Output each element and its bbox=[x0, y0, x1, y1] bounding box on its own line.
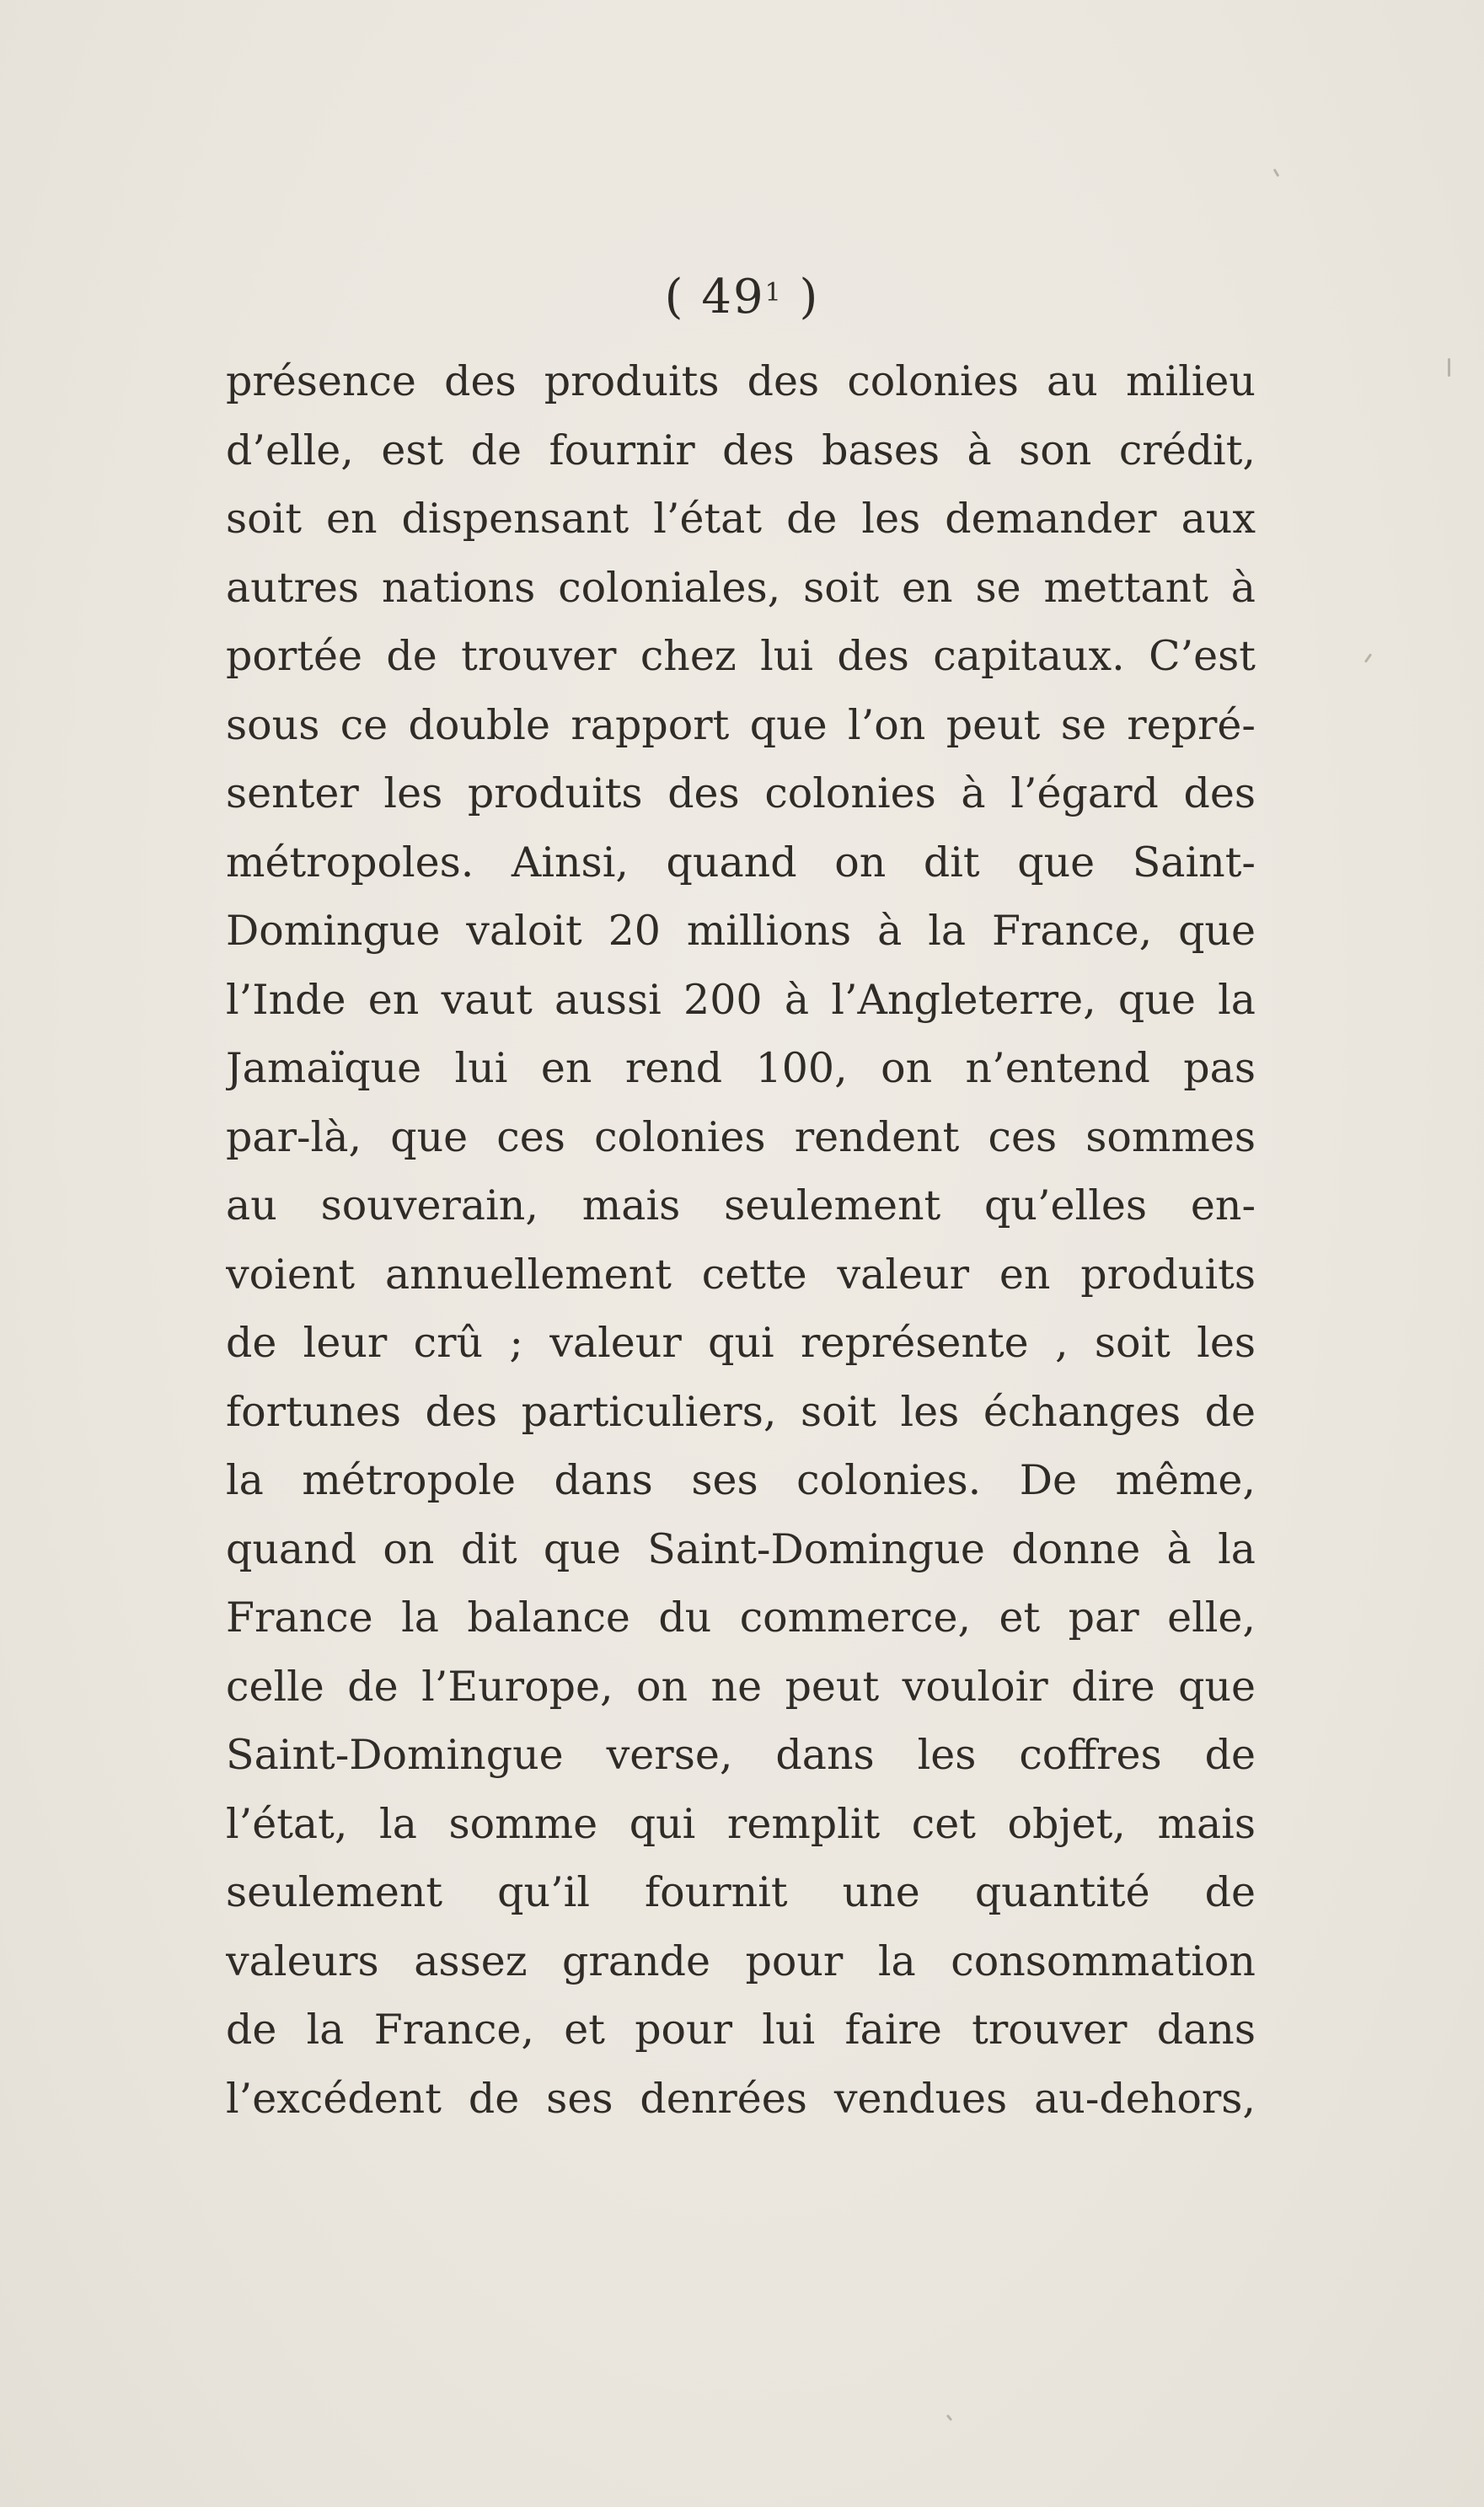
text-line: Domingue valoit 20 millions à la France, que bbox=[226, 907, 1256, 955]
body-text bbox=[226, 347, 1256, 2133]
text-line: de leur crû ; valeur qui représente , soit les bbox=[226, 1319, 1256, 1367]
page-number bbox=[0, 270, 1484, 324]
text-line: métropoles. Ainsi, quand on dit que Saint- bbox=[226, 838, 1256, 887]
text-line: l’Inde en vaut aussi 200 à l’Angleterre, que la bbox=[226, 975, 1256, 1024]
text-line: de la France, et pour lui faire trouver dans bbox=[226, 2006, 1256, 2054]
text-line: celle de l’Europe, on ne peut vouloir dire que bbox=[226, 1662, 1256, 1711]
text-line: l’excédent de ses denrées vendues au-dehors, bbox=[226, 2074, 1256, 2123]
text-line: par-là, que ces colonies rendent ces sommes bbox=[226, 1112, 1256, 1161]
text-line: senter les produits des colonies à l’égard des bbox=[226, 769, 1256, 817]
paper-speck bbox=[1273, 169, 1280, 177]
page-number-superscript: 1 bbox=[764, 278, 783, 308]
text-line: portée de trouver chez lui des capitaux. C’est bbox=[226, 632, 1256, 680]
text-line: Jamaïque lui en rend 100, on n’entend pas bbox=[226, 1044, 1256, 1092]
text-line: soit en dispensant l’état de les demander aux bbox=[226, 495, 1256, 543]
text-line: l’état, la somme qui remplit cet objet, mais bbox=[226, 1799, 1256, 1848]
text-line: au souverain, mais seulement qu’elles en- bbox=[226, 1181, 1256, 1229]
text-line: la métropole dans ses colonies. De même, bbox=[226, 1456, 1256, 1504]
text-line: voient annuellement cette valeur en produits bbox=[226, 1250, 1256, 1299]
text-line: présence des produits des colonies au milieu bbox=[226, 357, 1256, 405]
page-number-close: ) bbox=[782, 270, 820, 324]
text-line: autres nations coloniales, soit en se mettant à bbox=[226, 563, 1256, 612]
text-line: quand on dit que Saint-Domingue donne à la bbox=[226, 1524, 1256, 1573]
text-line: seulement qu’il fournit une quantité de bbox=[226, 1868, 1256, 1916]
text-line: valeurs assez grande pour la consommation bbox=[226, 1936, 1256, 1985]
text-line: sous ce double rapport que l’on peut se repré- bbox=[226, 700, 1256, 749]
paper-speck bbox=[1364, 653, 1372, 663]
page-number-open: ( 49 bbox=[664, 270, 765, 324]
text-line: d’elle, est de fournir des bases à son crédit, bbox=[226, 426, 1256, 474]
paper-speck bbox=[946, 2414, 952, 2421]
text-line: Saint-Domingue verse, dans les coffres de bbox=[226, 1731, 1256, 1779]
text-line: fortunes des particuliers, soit les échanges de bbox=[226, 1387, 1256, 1436]
text-line: France la balance du commerce, et par elle, bbox=[226, 1594, 1256, 1642]
paper-speck bbox=[1448, 358, 1450, 377]
